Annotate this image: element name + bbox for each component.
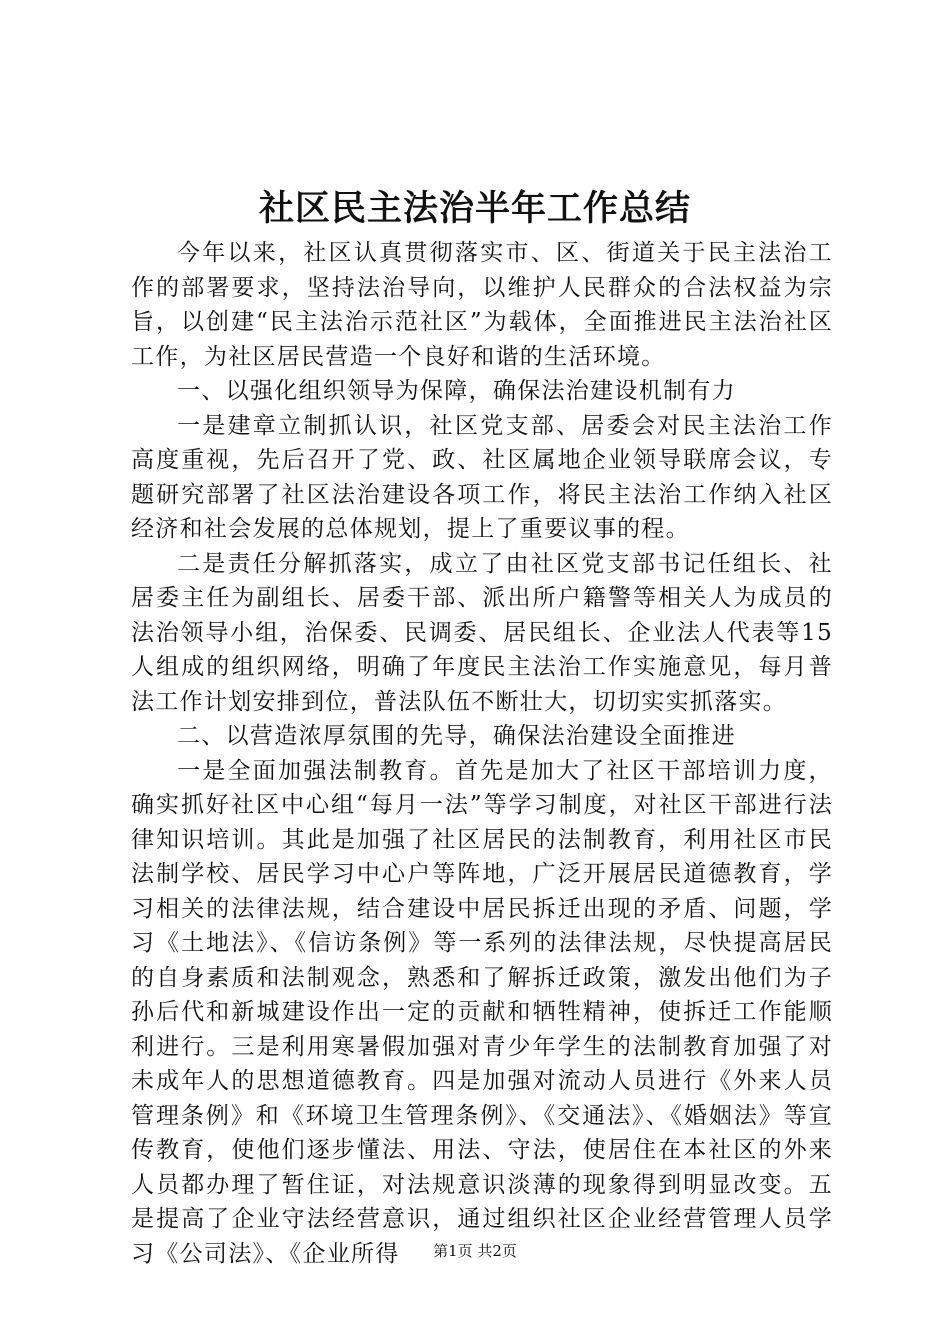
section-heading-2: 二、以营造浓厚氛围的先导，确保法治建设全面推进 bbox=[177, 723, 736, 749]
paragraph-1-2: 二是责任分解抓落实，成立了由社区党支部书记任组长、社居委主任为副组长、居委干部、派出所户籍警等相关人为成员的法治领导小组，治保委、民调委、居民组长、企业法人代表等15人组成的组织网络，明确了年度民主法治工作实施意见，每月普法工作计划安排到位，普法队伍不断壮大，切切实实抓落实。 bbox=[131, 550, 833, 715]
page-footer: 第1页 共2页 bbox=[433, 1242, 517, 1260]
document-body bbox=[131, 236, 833, 1271]
paragraph-2-1: 一是全面加强法制教育。首先是加大了社区干部培训力度，确实抓好社区中心组“每月一法”等学习制度，对社区干部进行法律知识培训。其此是加强了社区居民的法制教育，利用社区市民法制学校、居民学习中心户等阵地，广泛开展居民道德教育，学习相关的法律法规，结合建设中居民拆迁出现的矛盾、问题，学习《土地法》、《信访条例》等一系列的法律法规，尽快提高居民的自身素质和法制观念，熟悉和了解拆迁政策，激发出他们为子孙后代和新城建设作出一定的贡献和牺牲精神，使拆迁工作能顺利进行。三是利用寒暑假加强对青少年学生的法制教育加强了对未成年人的思想道德教育。四是加强对流动人员进行《外来人员管理条例》和《环境卫生管理条例》、《交通法》、《婚姻法》等宣传教育，使他们逐步懂法、用法、守法，使居住在本社区的外来人员都办理了暂住证，对法规意识淡薄的现象得到明显改变。五是提高了企业守法经营意识，通过组织社区企业经营管理人员学习《公司法》、《企业所得 bbox=[131, 757, 833, 1267]
section-heading-1: 一、以强化组织领导为保障，确保法治建设机制有力 bbox=[177, 378, 736, 404]
paragraph-intro: 今年以来，社区认真贯彻落实市、区、街道关于民主法治工作的部署要求，坚持法治导向，以维护人民群众的合法权益为宗旨，以创建“民主法治示范社区”为载体，全面推进民主法治社区工作，为社区居民营造一个良好和谐的生活环境。 bbox=[131, 240, 833, 370]
paragraph-1-1: 一是建章立制抓认识，社区党支部、居委会对民主法治工作高度重视，先后召开了党、政、社区属地企业领导联席会议，专题研究部署了社区法治建设各项工作，将民主法治工作纳入社区经济和社会发展的总体规划，提上了重要议事的程。 bbox=[131, 412, 833, 542]
document-title: 社区民主法治半年工作总结 bbox=[258, 188, 691, 229]
